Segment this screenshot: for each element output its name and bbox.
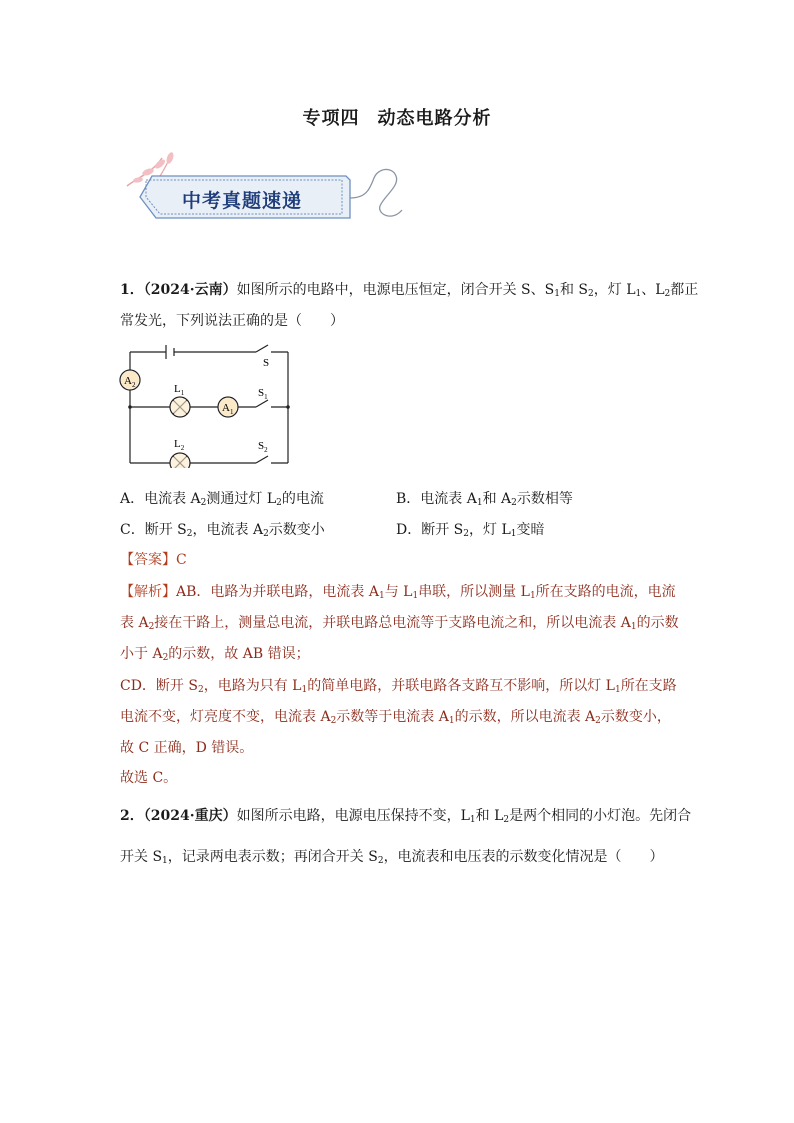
svg-text:L2: $L_2$ [174, 438, 185, 452]
svg-text:A1: $A_1$ [222, 402, 234, 416]
q1-option-d: D．断开 $S_2$，灯 $L_1$变暗 [396, 522, 545, 539]
q1-stem-line1: 1．（2024·云南）如图所示的电路中，电源电压恒定，闭合开关 S、$S_1$和 $S_2$，灯 $L_1$、$L_2$都正 [120, 282, 699, 299]
banner-title: 中考真题速递 [182, 190, 303, 212]
q1-answer: 【答案】C [120, 552, 187, 568]
q1-analysis-line5: 电流不变，灯亮度不变，电流表 $A_2$示数等于电流表 $A_1$的示数，所以电流表 $A_2$示数变小， [120, 709, 671, 726]
svg-text:S: S [263, 357, 270, 369]
q1-option-c: C．断开 $S_2$，电流表 $A_2$示数变小 [120, 522, 325, 539]
q1-option-a: A．电流表 $A_2$测通过灯 $L_2$的电流 [120, 491, 324, 508]
q2-stem-line1: 2．（2024·重庆）如图所示电路，电源电压保持不变，$L_1$和 $L_2$是两个相同的小灯泡。先闭合 [120, 808, 692, 825]
q1-analysis-line1: 【解析】AB．电路为并联电路，电流表 $A_1$与 $L_1$串联，所以测量 $L_1$所在支路的电流，电流 [120, 584, 676, 601]
svg-text:S2: $S_2$ [258, 440, 268, 454]
q1-option-b: B．电流表 $A_1$和 $A_2$示数相等 [396, 491, 573, 508]
q1-stem-line2: 常发光，下列说法正确的是（ ） [120, 313, 344, 329]
svg-text:L1: $L_1$ [174, 383, 185, 397]
svg-text:A2: $A_2$ [124, 375, 136, 389]
q1-analysis-line2: 表 $A_2$接在干路上，测量总电流，并联电路总电流等于支路电流之和，所以电流表 $A_1$的示数 [120, 615, 679, 632]
q1-analysis-line4: CD．断开 $S_2$，电路为只有 $L_1$的简单电路，并联电路各支路互不影响，所以灯 $L_1$所在支路 [120, 678, 677, 695]
q2-stem-line2: 开关 $S_1$，记录两电表示数；再闭合开关 $S_2$，电流表和电压表的示数变化情况是（ ） [120, 849, 664, 866]
q1-analysis-line6: 故 C 正确，D 错误。 [120, 740, 254, 756]
svg-text:S1: $S_1$ [258, 387, 268, 401]
q1-analysis-line7: 故选 C。 [120, 770, 178, 786]
page-title: 专项四 动态电路分析 [302, 108, 492, 129]
q1-circuit-diagram [116, 340, 298, 468]
q1-analysis-line3: 小于 $A_2$的示数，故 AB 错误； [120, 646, 310, 663]
